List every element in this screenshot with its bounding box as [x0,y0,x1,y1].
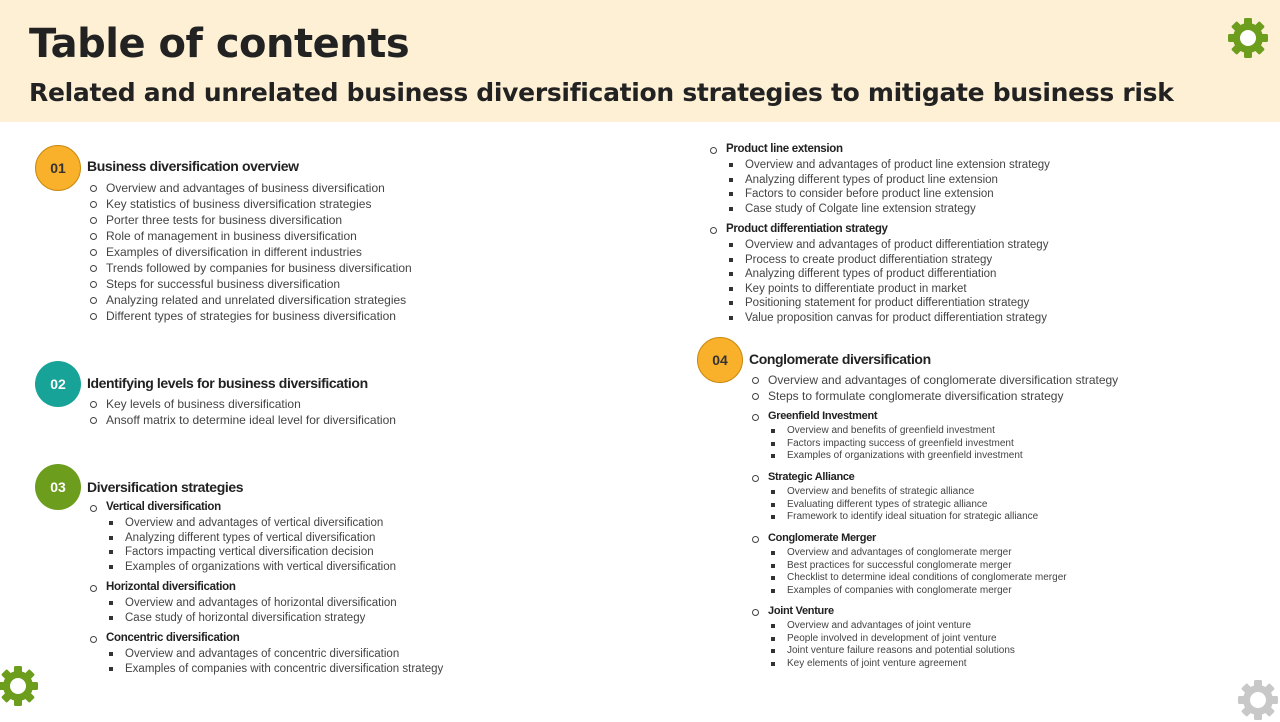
subsection-heading: Greenfield Investment [750,410,877,422]
list-item: Process to create product differentiation strategy [727,253,1048,268]
list-item: Factors impacting vertical diversification decision [107,545,396,560]
list-item: Steps to formulate conglomerate diversification strategy [750,388,1118,404]
subsection-heading: Concentric diversification [88,632,239,644]
list-item: Overview and advantages of product line extension strategy [727,158,1050,173]
section-01-list [88,180,412,324]
page-title: Table of contents [29,21,410,67]
list-item: Porter three tests for business diversification [88,212,412,228]
gear-icon [1236,678,1280,722]
subsection-heading: Joint Venture [750,605,834,617]
list-item: Different types of strategies for business diversification [88,308,412,324]
subsection-heading: Conglomerate Merger [750,532,876,544]
list-item: People involved in development of joint venture [769,633,1015,646]
list-item: Evaluating different types of strategic alliance [769,499,1038,512]
section-number-badge: 01 [35,145,81,191]
list-item: Overview and benefits of strategic alliance [769,486,1038,499]
subsection-list [769,547,1067,597]
subsection-list [769,620,1015,670]
list-item: Key points to differentiate product in market [727,282,1048,297]
list-item: Value proposition canvas for product differentiation strategy [727,311,1048,326]
list-item: Factors to consider before product line extension [727,187,1050,202]
subsection-list [107,596,397,625]
list-item: Analyzing different types of product line extension [727,173,1050,188]
list-item: Joint venture failure reasons and potential solutions [769,645,1015,658]
list-item: Overview and advantages of conglomerate merger [769,547,1067,560]
list-item: Overview and advantages of conglomerate diversification strategy [750,372,1118,388]
section-02-list [88,396,396,428]
list-item: Steps for successful business diversification [88,276,412,292]
list-item: Examples of companies with concentric diversification strategy [107,662,443,677]
subsection-heading: Vertical diversification [88,501,221,513]
header-band [0,0,1280,122]
section-number-badge: 04 [697,337,743,383]
subsection-list [769,486,1038,524]
list-item: Key levels of business diversification [88,396,396,412]
section-title: Conglomerate diversification [749,351,931,367]
section-number-badge: 02 [35,361,81,407]
list-item: Trends followed by companies for business diversification [88,260,412,276]
list-item: Overview and advantages of concentric diversification [107,647,443,662]
subsection-list [107,647,443,676]
section-title: Identifying levels for business diversification [87,375,368,391]
section-04-list [750,372,1118,404]
gear-icon [0,664,40,708]
list-item: Examples of companies with conglomerate merger [769,585,1067,598]
subsection-heading: Horizontal diversification [88,581,236,593]
list-item: Key elements of joint venture agreement [769,658,1015,671]
list-item: Positioning statement for product differentiation strategy [727,296,1048,311]
list-item: Examples of diversification in different industries [88,244,412,260]
list-item: Overview and advantages of business diversification [88,180,412,196]
list-item: Overview and advantages of horizontal diversification [107,596,397,611]
list-item: Overview and advantages of product differentiation strategy [727,238,1048,253]
list-item: Role of management in business diversification [88,228,412,244]
list-item: Key statistics of business diversification strategies [88,196,412,212]
subsection-heading: Product differentiation strategy [708,223,888,235]
list-item: Factors impacting success of greenfield investment [769,438,1023,451]
list-item: Case study of horizontal diversification strategy [107,611,397,626]
list-item: Overview and advantages of joint venture [769,620,1015,633]
subsection-list [727,158,1050,216]
subsection-list [769,425,1023,463]
list-item: Analyzing different types of vertical diversification [107,531,396,546]
section-title: Diversification strategies [87,479,244,495]
list-item: Ansoff matrix to determine ideal level for diversification [88,412,396,428]
section-number-badge: 03 [35,464,81,510]
list-item: Framework to identify ideal situation for strategic alliance [769,511,1038,524]
gear-icon [1226,16,1270,60]
list-item: Analyzing different types of product differentiation [727,267,1048,282]
list-item: Case study of Colgate line extension strategy [727,202,1050,217]
list-item: Best practices for successful conglomerate merger [769,560,1067,573]
list-item: Examples of organizations with greenfield investment [769,450,1023,463]
subsection-list [107,516,396,574]
list-item: Overview and advantages of vertical diversification [107,516,396,531]
list-item: Examples of organizations with vertical diversification [107,560,396,575]
list-item: Overview and benefits of greenfield investment [769,425,1023,438]
subsection-list [727,238,1048,325]
page-subtitle: Related and unrelated business diversification strategies to mitigate business risk [29,78,1174,107]
section-title: Business diversification overview [87,158,299,174]
list-item: Analyzing related and unrelated diversification strategies [88,292,412,308]
subsection-heading: Product line extension [708,143,843,155]
list-item: Checklist to determine ideal conditions of conglomerate merger [769,572,1067,585]
subsection-heading: Strategic Alliance [750,471,855,483]
